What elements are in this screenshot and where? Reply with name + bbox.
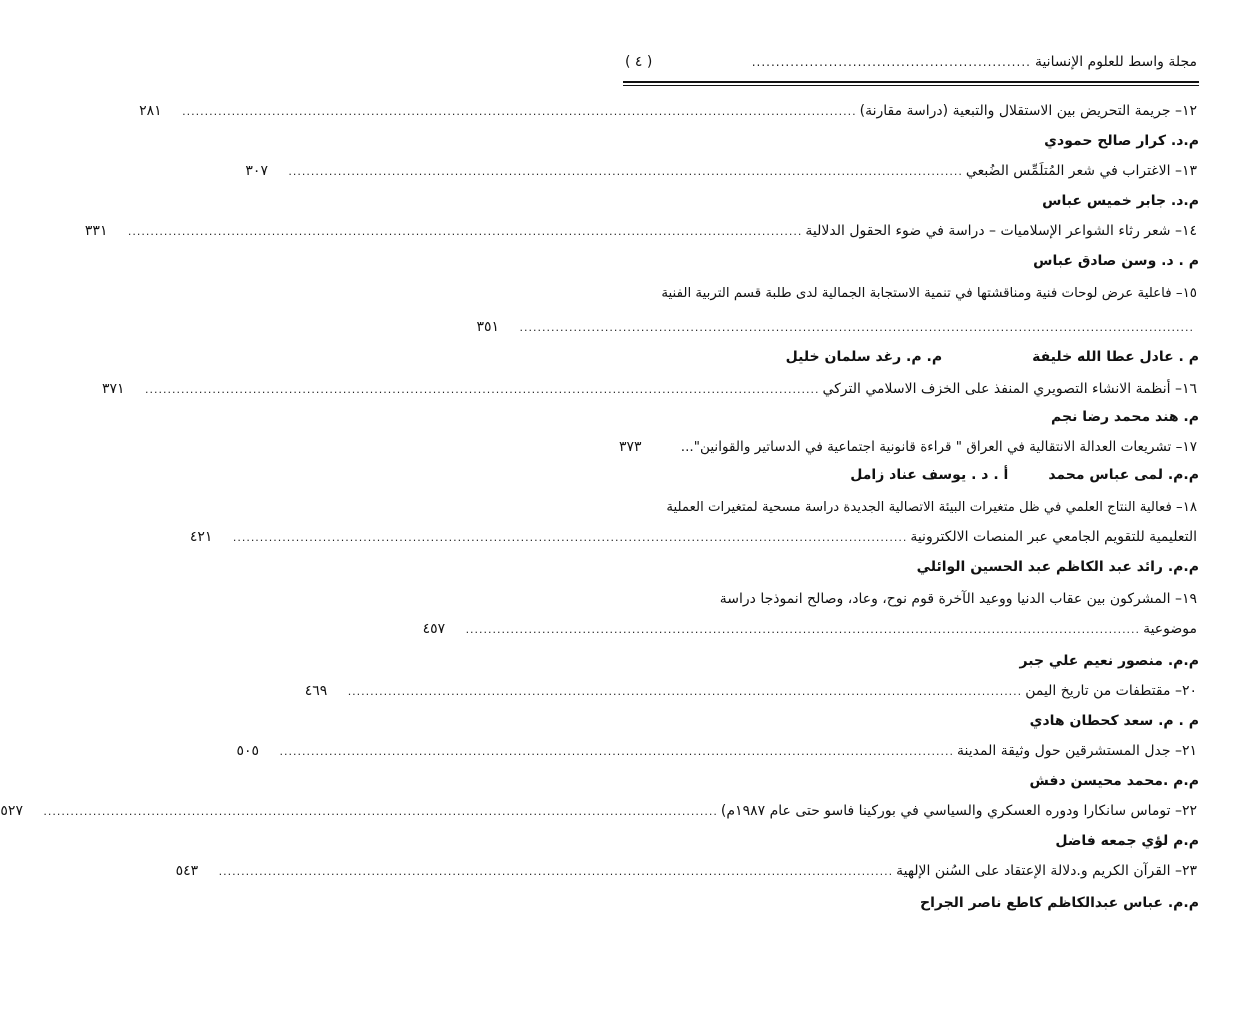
entry-author-12: م.د. كرار صالح حمودي bbox=[1044, 133, 1199, 149]
leader-dots: ...................................................................................................................................................... bbox=[279, 744, 955, 758]
entry-title: ١٤– شعر رثاء الشواعر الإسلاميات – دراسة في ضوء الحقول الدلالية bbox=[805, 223, 1197, 239]
page-number-label: ( ٤ ) bbox=[625, 54, 653, 70]
entry-author-17 bbox=[850, 462, 1199, 488]
entry-title: ١٧– تشريعات العدالة الانتقالية في العراق " قراءة قانونية اجتماعية في الدساتير والقوانين"... bbox=[680, 439, 1197, 455]
entry-title: ٢١– جدل المستشرقين حول وثيقة المدينة bbox=[957, 743, 1197, 759]
entry-author-13: م.د. جابر خميس عباس bbox=[1042, 193, 1199, 209]
entry-title: ٢٣– القرآن الكريم و.دلالة الإعتقاد على السُنن الإلهية bbox=[896, 863, 1197, 879]
entry-author-14: م . د. وسن صادق عباس bbox=[1033, 253, 1199, 269]
toc-entry-22 bbox=[0, 798, 1197, 824]
leader-dots: ...................................................................................................................................................... bbox=[519, 320, 1194, 334]
leader-dots: ...................................................................................................................................................... bbox=[465, 622, 1141, 636]
header-leader-dots: .......................................................... bbox=[751, 55, 1031, 69]
leader-dots: ...................................................................................................................................................... bbox=[232, 530, 908, 544]
toc-entry-20 bbox=[304, 678, 1197, 704]
toc-entry-16 bbox=[101, 376, 1197, 402]
toc-entry-21 bbox=[236, 738, 1197, 764]
entry-author-19: م.م. منصور نعيم علي جبر bbox=[1019, 653, 1199, 669]
entry-title: ١٥– فاعلية عرض لوحات فنية ومناقشتها في تنمية الاستجابة الجمالية لدى طلبة قسم التربية الفنية bbox=[661, 285, 1197, 301]
entry-author-18: م.م. رائد عبد الكاظم عبد الحسين الوائلي bbox=[916, 559, 1199, 575]
header-rule bbox=[623, 81, 1199, 83]
entry-page: ٣٥١ bbox=[476, 319, 500, 335]
toc-entry-12 bbox=[139, 98, 1197, 124]
entry-title: ١٣– الاغتراب في شعر المُتلَمِّس الضُبعي bbox=[965, 163, 1197, 179]
leader-dots: ...................................................................................................................................................... bbox=[144, 382, 820, 396]
entry-page: ٥٢٧ bbox=[0, 803, 23, 819]
author-2: م. م. رغد سلمان خليل bbox=[785, 349, 943, 365]
entry-page: ٤٦٩ bbox=[304, 683, 328, 699]
toc-entry-17 bbox=[619, 434, 1197, 460]
entry-author-15 bbox=[786, 344, 1199, 370]
entry-page: ٤٢١ bbox=[189, 529, 213, 545]
toc-entry-18 bbox=[619, 494, 1197, 520]
leader-dots: ...................................................................................................................................................... bbox=[288, 164, 963, 178]
entry-page: ٣٧٣ bbox=[619, 439, 642, 455]
entry-author-20: م . م. سعد كحطان هادي bbox=[1029, 713, 1199, 729]
entry-page: ٣٠٧ bbox=[245, 163, 268, 179]
leader-dots: ...................................................................................................................................................... bbox=[182, 104, 857, 118]
entry-title-line1: ١٨– فعالية النتاج العلمي في ظل متغيرات البيئة الاتصالية الجديدة دراسة مسحية لمتغيرات العملية bbox=[666, 499, 1197, 515]
entry-page: ٥٤٣ bbox=[175, 863, 199, 879]
entry-page: ٤٥٧ bbox=[422, 621, 446, 637]
author-2: أ . د . يوسف عناد زامل bbox=[850, 467, 1009, 483]
leader-dots: ...................................................................................................................................................... bbox=[43, 804, 718, 818]
header-rule-thin bbox=[623, 85, 1199, 86]
author-1: م . عادل عطا الله خليفة bbox=[1032, 349, 1199, 365]
page-header bbox=[625, 48, 1197, 76]
leader-dots: ...................................................................................................................................................... bbox=[127, 224, 803, 238]
entry-page: ٢٨١ bbox=[139, 103, 162, 119]
toc-entry-13 bbox=[245, 158, 1197, 184]
toc-entry-19 bbox=[619, 586, 1197, 612]
entry-title-line1: ١٩– المشركون بين عقاب الدنيا ووعيد الآخرة قوم نوح، وعاد، وصالح انموذجا دراسة bbox=[719, 591, 1197, 607]
entry-title: ٢٠– مقتطفات من تاريخ اليمن bbox=[1025, 683, 1197, 699]
entry-title: ٢٢– توماس سانكارا ودوره العسكري والسياسي في بوركينا فاسو حتى عام ١٩٨٧م) bbox=[720, 803, 1197, 819]
entry-author-22: م.م لؤي جمعه فاضل bbox=[1055, 833, 1199, 849]
author-1: م.م. لمى عباس محمد bbox=[1048, 467, 1199, 483]
toc-entry-15 bbox=[619, 280, 1197, 306]
entry-title: ١٢– جريمة التحريض بين الاستقلال والتبعية (دراسة مقارنة) bbox=[859, 103, 1197, 119]
entry-page: ٣٣١ bbox=[84, 223, 108, 239]
leader-dots: ...................................................................................................................................................... bbox=[347, 684, 1023, 698]
toc-entry-23 bbox=[175, 858, 1197, 884]
entry-author-16: م. هند محمد رضا نجم bbox=[1051, 409, 1199, 425]
leader-dots: ...................................................................................................................................................... bbox=[218, 864, 894, 878]
entry-author-21: م.م .محمد محيسن دفش bbox=[1029, 773, 1199, 789]
journal-title: مجلة واسط للعلوم الإنسانية bbox=[1034, 54, 1197, 70]
toc-entry-14 bbox=[84, 218, 1197, 244]
entry-title-line2: التعليمية للتقويم الجامعي عبر المنصات الالكترونية bbox=[910, 529, 1197, 545]
toc-entry-18-line2 bbox=[189, 524, 1197, 550]
entry-title-line2: موضوعية bbox=[1143, 621, 1197, 637]
toc-entry-19-line2 bbox=[422, 616, 1197, 642]
entry-page: ٥٠٥ bbox=[236, 743, 260, 759]
entry-author-23: م.م. عباس عبدالكاظم كاطع ناصر الجراح bbox=[919, 895, 1199, 911]
toc-entry-15-page bbox=[476, 314, 1197, 340]
entry-page: ٣٧١ bbox=[101, 381, 125, 397]
entry-title: ١٦– أنظمة الانشاء التصويري المنفذ على الخزف الاسلامي التركي bbox=[822, 381, 1197, 397]
